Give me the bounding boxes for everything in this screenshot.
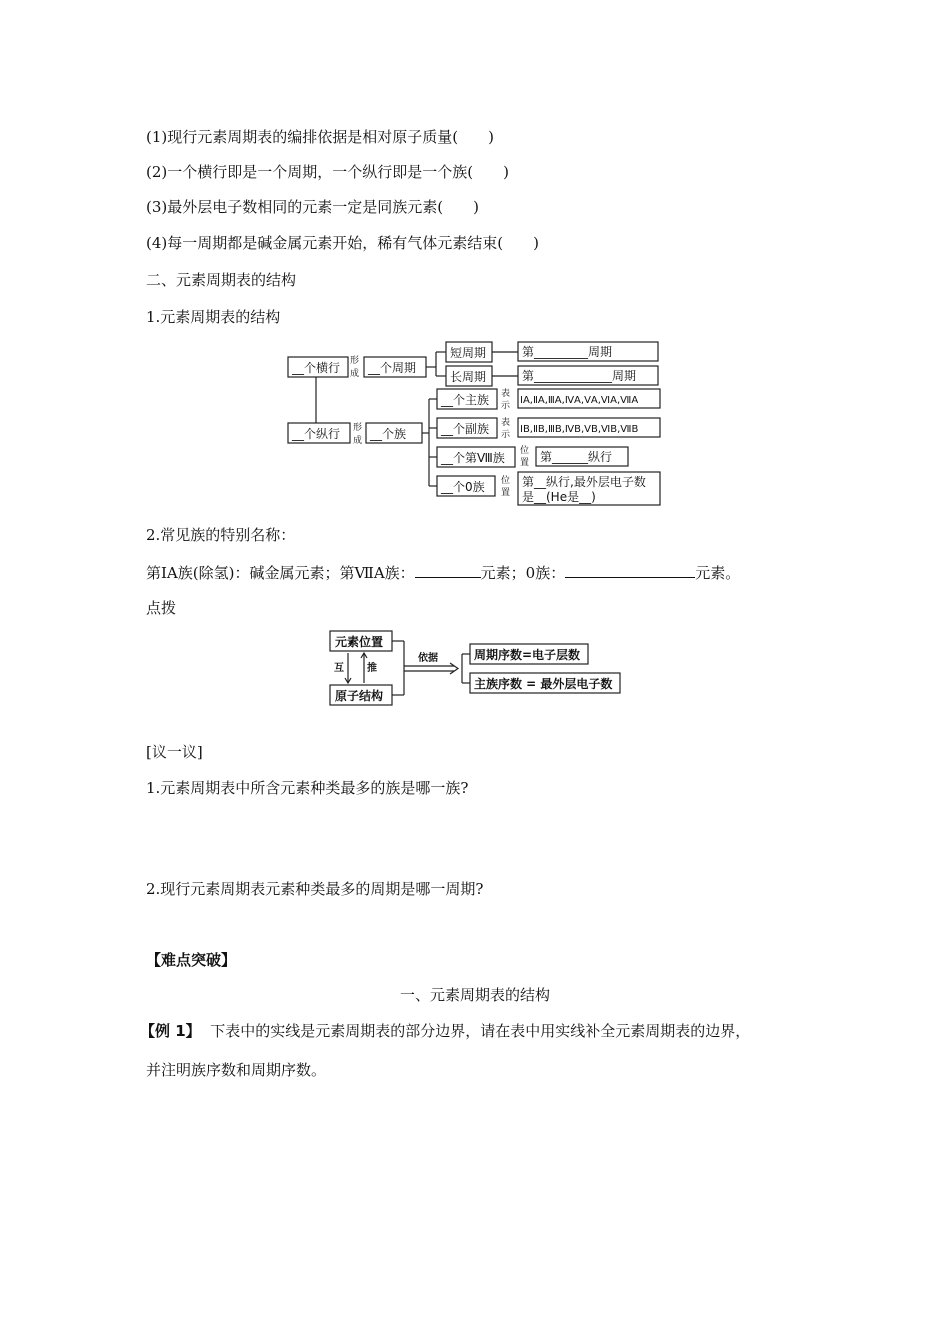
subsection-title-1: 1.元素周期表的结构 (146, 308, 281, 326)
zero-position-line-1: 第__纵行,最外层电子数 (522, 475, 646, 489)
position-structure-diagram (326, 627, 626, 707)
example-text: 下表中的实线是元素周期表的部分边界，请在表中用实线补全元素周期表的边界， (210, 1022, 751, 1040)
family-name-text-2: 元素；0族： (480, 564, 566, 582)
position-char-1: 位 (520, 446, 530, 456)
viii-family-label: __个第Ⅷ族 (441, 451, 505, 465)
subsection-title-2: 2.常见族的特别名称： (146, 526, 296, 544)
long-period-label: 长周期 (450, 370, 487, 384)
blank-zero-family (565, 562, 695, 578)
question-2: 2.现行元素周期表元素种类最多的周期是哪一周期? (146, 880, 484, 898)
breakthrough-heading: 【难点突破】 (146, 951, 237, 969)
period-count-label: __个周期 (368, 361, 417, 375)
main-family-label: __个主族 (441, 393, 490, 407)
show-char-4: 示 (501, 430, 511, 440)
period-rule: 周期序数=电子层数 (474, 648, 581, 662)
example-1 (140, 1021, 750, 1041)
blank-viia (415, 562, 481, 578)
short-period-blank: 第_________周期 (522, 345, 613, 359)
judge-item-1: (1)现行元素周期表的编排依据是相对原子质量( ) (146, 128, 494, 146)
position-char-3: 位 (501, 476, 511, 486)
row-label: __个横行 (292, 361, 341, 375)
family-count-label: __个族 (370, 427, 407, 441)
judge-item-2: (2)一个横行即是一个周期，一个纵行即是一个族( ) (146, 163, 509, 181)
mutual-char: 互 (334, 663, 344, 674)
special-family-names (146, 562, 740, 583)
show-char-3: 表 (501, 418, 511, 428)
family-name-text-1: 第ⅠA族(除氢)：碱金属元素；第ⅦA族： (146, 564, 415, 582)
zero-position-line-2: 是__(He是__) (522, 490, 596, 504)
judge-item-4: (4)每一周期都是碱金属元素开始，稀有气体元素结束( ) (146, 234, 539, 252)
sub-family-groups: ⅠB,ⅡB,ⅢB,ⅣB,ⅤB,ⅥB,ⅦB (520, 424, 639, 435)
short-period-label: 短周期 (450, 346, 487, 360)
form-char-3: 形 (353, 423, 363, 433)
atomic-structure-box: 原子结构 (335, 689, 384, 703)
infer-char: 推 (367, 663, 377, 674)
position-char-2: 置 (520, 458, 530, 468)
show-char-1: 表 (501, 389, 511, 399)
sub-family-label: __个副族 (441, 422, 490, 436)
example-text-2: 并注明族序数和周期序数。 (146, 1061, 327, 1079)
show-char-2: 示 (501, 401, 511, 411)
main-family-groups: ⅠA,ⅡA,ⅢA,ⅣA,ⅤA,ⅥA,ⅦA (520, 395, 639, 406)
form-char-1: 形 (350, 356, 360, 366)
center-title: 一、元素周期表的结构 (399, 986, 550, 1004)
discuss-title: [议一议] (146, 743, 203, 761)
viii-position-blank: 第______纵行 (540, 450, 613, 464)
periodic-table-structure-diagram (280, 336, 670, 511)
form-char-2: 成 (350, 369, 360, 379)
zero-family-label: __个0族 (441, 480, 485, 494)
element-position-box: 元素位置 (335, 635, 384, 649)
basis-label: 依据 (418, 653, 438, 664)
family-name-text-3: 元素。 (695, 564, 741, 582)
judge-item-3: (3)最外层电子数相同的元素一定是同族元素( ) (146, 198, 479, 216)
column-label: __个纵行 (292, 427, 341, 441)
position-char-4: 置 (501, 488, 511, 498)
question-1: 1.元素周期表中所含元素种类最多的族是哪一族? (146, 779, 469, 797)
main-family-rule: 主族序数 = 最外层电子数 (474, 677, 613, 691)
dianbo-label: 点拨 (146, 599, 177, 617)
section-title: 二、元素周期表的结构 (146, 271, 297, 289)
example-label: 【例 1】 (140, 1022, 201, 1040)
long-period-blank: 第_____________周期 (522, 369, 637, 383)
form-char-4: 成 (353, 436, 363, 446)
